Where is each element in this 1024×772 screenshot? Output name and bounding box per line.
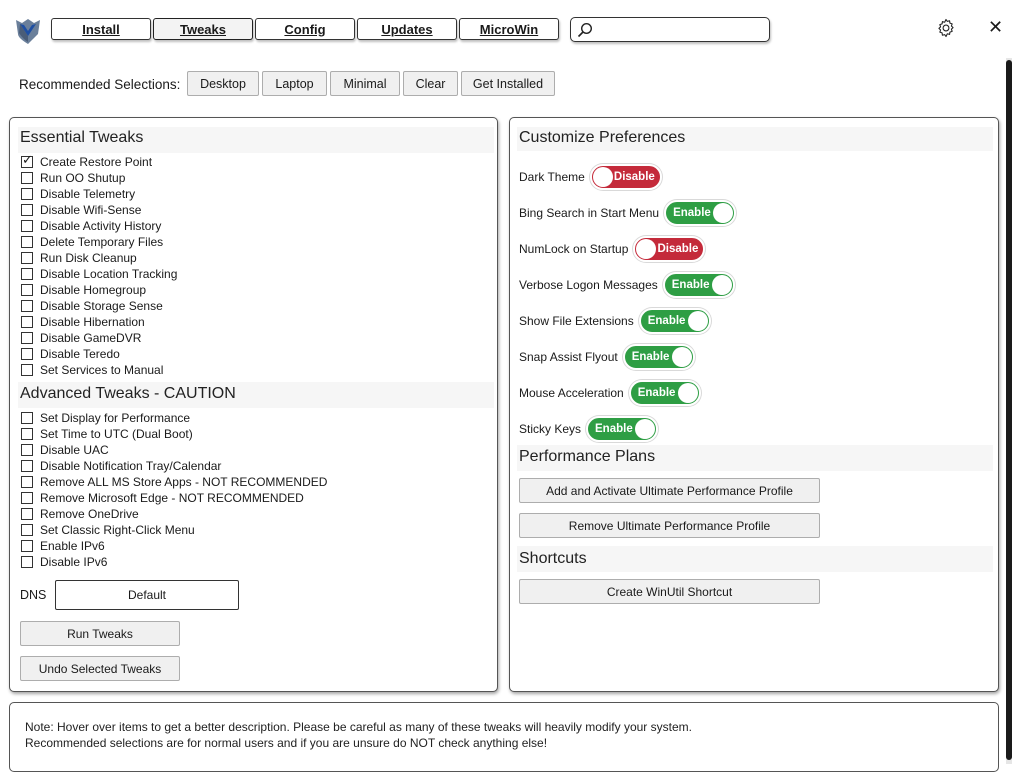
minimal-button[interactable]: Minimal bbox=[330, 71, 400, 96]
pref-row-snap-assist-flyout bbox=[519, 342, 695, 372]
checkbox[interactable] bbox=[21, 428, 33, 440]
checkbox-label: Disable Hibernation bbox=[40, 315, 145, 329]
checkbox-row-run-disk-cleanup[interactable] bbox=[21, 250, 137, 266]
checkbox-row-create-restore-point[interactable] bbox=[21, 154, 152, 170]
checkbox[interactable] bbox=[21, 524, 33, 536]
tab-install[interactable]: Install bbox=[51, 18, 151, 40]
pref-label: Sticky Keys bbox=[519, 422, 582, 436]
toggle-state: Enable bbox=[631, 351, 670, 363]
checkbox[interactable] bbox=[21, 348, 33, 360]
checkbox[interactable] bbox=[21, 492, 33, 504]
checkbox-row-remove-onedrive[interactable] bbox=[21, 506, 139, 522]
note-line-1: Note: Hover over items to get a better description. Please be careful as many of these tweaks will heavily modify your system. bbox=[25, 720, 692, 734]
clear-button[interactable]: Clear bbox=[403, 71, 458, 96]
checkbox-row-disable-uac[interactable] bbox=[21, 442, 109, 458]
checkbox-row-delete-temporary-files[interactable] bbox=[21, 234, 163, 250]
toggle-knob bbox=[713, 203, 733, 223]
get-installed-button[interactable]: Get Installed bbox=[461, 71, 555, 96]
checkbox-label: Disable IPv6 bbox=[40, 555, 108, 569]
checkbox-label: Set Time to UTC (Dual Boot) bbox=[40, 427, 193, 441]
checkbox-row-disable-ipv6[interactable] bbox=[21, 554, 107, 570]
checkbox-label: Run OO Shutup bbox=[40, 171, 126, 185]
undo-tweaks-button[interactable]: Undo Selected Tweaks bbox=[20, 656, 180, 681]
checkbox[interactable] bbox=[21, 172, 33, 184]
checkbox[interactable] bbox=[21, 284, 33, 296]
checkbox-row-enable-ipv6[interactable] bbox=[21, 538, 105, 554]
toggle-knob bbox=[636, 239, 656, 259]
toggle-knob bbox=[712, 275, 732, 295]
toggle-bing-search-in-start-menu[interactable] bbox=[664, 200, 736, 226]
scrollbar-thumb[interactable] bbox=[1006, 60, 1012, 760]
toggle-verbose-logon-messages[interactable] bbox=[663, 272, 735, 298]
customize-preferences-title: Customize Preferences bbox=[517, 127, 993, 151]
checkbox-label: Remove ALL MS Store Apps - NOT RECOMMENDED bbox=[40, 475, 328, 489]
checkbox-row-set-time-to-utc-dual-boot[interactable] bbox=[21, 426, 193, 442]
search-input[interactable] bbox=[570, 17, 770, 42]
checkbox-label: Create Restore Point bbox=[40, 155, 153, 169]
toggle-knob bbox=[635, 419, 655, 439]
checkbox[interactable] bbox=[21, 156, 33, 168]
checkbox-row-disable-teredo[interactable] bbox=[21, 346, 120, 362]
checkbox-label: Disable Wifi-Sense bbox=[40, 203, 142, 217]
create-shortcut-button[interactable]: Create WinUtil Shortcut bbox=[519, 579, 820, 604]
toggle-state: Enable bbox=[673, 207, 711, 219]
note-line-2: Recommended selections are for normal users and if you are unsure do NOT check anything else! bbox=[25, 736, 548, 750]
checkbox-label: Disable Storage Sense bbox=[40, 299, 163, 313]
checkbox[interactable] bbox=[21, 188, 33, 200]
pref-row-verbose-logon-messages bbox=[519, 270, 735, 300]
checkbox-row-disable-notification-tray-calendar[interactable] bbox=[21, 458, 221, 474]
advanced-tweaks-title: Advanced Tweaks - CAUTION bbox=[18, 382, 494, 408]
tab-microwin[interactable]: MicroWin bbox=[459, 18, 559, 40]
pref-row-show-file-extensions bbox=[519, 306, 711, 336]
checkbox[interactable] bbox=[21, 444, 33, 456]
checkbox-label: Enable IPv6 bbox=[40, 539, 105, 553]
pref-label: Show File Extensions bbox=[519, 314, 634, 328]
dns-label: DNS bbox=[20, 588, 47, 602]
checkbox-label: Disable Teredo bbox=[40, 347, 120, 361]
checkbox-row-remove-all-ms-store-apps-not-recommended[interactable] bbox=[21, 474, 327, 490]
performance-plans-title: Performance Plans bbox=[517, 445, 993, 471]
toggle-snap-assist-flyout[interactable] bbox=[623, 344, 695, 370]
checkbox[interactable] bbox=[21, 412, 33, 424]
checkbox-row-disable-activity-history[interactable] bbox=[21, 218, 161, 234]
laptop-button[interactable]: Laptop bbox=[262, 71, 327, 96]
toggle-state: Enable bbox=[595, 423, 633, 435]
pref-label: Verbose Logon Messages bbox=[519, 278, 658, 292]
checkbox[interactable] bbox=[21, 252, 33, 264]
toggle-knob bbox=[672, 347, 692, 367]
tab-updates[interactable]: Updates bbox=[357, 18, 457, 40]
toggle-state: Enable bbox=[647, 315, 686, 327]
essential-tweaks-title: Essential Tweaks bbox=[18, 127, 494, 153]
checkbox[interactable] bbox=[21, 332, 33, 344]
dns-dropdown[interactable]: Default bbox=[55, 580, 239, 610]
toggle-numlock-on-startup[interactable] bbox=[633, 236, 705, 262]
pref-label: Snap Assist Flyout bbox=[519, 350, 618, 364]
toggle-mouse-acceleration[interactable] bbox=[629, 380, 701, 406]
close-icon[interactable]: ✕ bbox=[988, 17, 1004, 38]
checkbox-label: Disable Homegroup bbox=[40, 283, 147, 297]
checkbox-label: Remove Microsoft Edge - NOT RECOMMENDED bbox=[40, 491, 304, 505]
tab-tweaks[interactable]: Tweaks bbox=[153, 18, 253, 40]
pref-label: Mouse Acceleration bbox=[519, 386, 624, 400]
checkbox[interactable] bbox=[21, 300, 33, 312]
checkbox-row-run-oo-shutup[interactable] bbox=[21, 170, 125, 186]
checkbox-label: Remove OneDrive bbox=[40, 507, 139, 521]
checkbox-label: Disable Telemetry bbox=[40, 187, 136, 201]
checkbox[interactable] bbox=[21, 508, 33, 520]
pref-label: NumLock on Startup bbox=[519, 242, 629, 256]
shield-logo-icon bbox=[14, 16, 42, 44]
toggle-show-file-extensions[interactable] bbox=[639, 308, 711, 334]
checkbox[interactable] bbox=[21, 364, 33, 376]
checkbox-row-disable-gamedvr[interactable] bbox=[21, 330, 141, 346]
remove-ultimate-performance-button[interactable]: Remove Ultimate Performance Profile bbox=[519, 513, 820, 538]
checkbox-row-remove-microsoft-edge-not-recommended[interactable] bbox=[21, 490, 304, 506]
toggle-dark-theme[interactable] bbox=[590, 164, 662, 190]
checkbox[interactable] bbox=[21, 540, 33, 552]
checkbox[interactable] bbox=[21, 220, 33, 232]
toggle-knob bbox=[593, 167, 613, 187]
checkbox-row-disable-telemetry[interactable] bbox=[21, 186, 135, 202]
pref-row-bing-search-in-start-menu bbox=[519, 198, 736, 228]
checkbox-label: Set Display for Performance bbox=[40, 411, 191, 425]
checkbox[interactable] bbox=[21, 204, 33, 216]
pref-label: Bing Search in Start Menu bbox=[519, 206, 660, 220]
checkbox-label: Disable Activity History bbox=[40, 219, 162, 233]
checkbox[interactable] bbox=[21, 236, 33, 248]
add-ultimate-performance-button[interactable]: Add and Activate Ultimate Performance Profile bbox=[519, 478, 820, 503]
checkbox-label: Run Disk Cleanup bbox=[40, 251, 137, 265]
checkbox-label: Disable Notification Tray/Calendar bbox=[40, 459, 222, 473]
recommended-label: Recommended Selections: bbox=[19, 77, 181, 92]
checkbox-row-disable-homegroup[interactable] bbox=[21, 282, 146, 298]
checkbox-label: Set Classic Right-Click Menu bbox=[40, 523, 195, 537]
checkbox[interactable] bbox=[21, 556, 33, 568]
checkbox-label: Disable Location Tracking bbox=[40, 267, 178, 281]
pref-row-numlock-on-startup bbox=[519, 234, 705, 264]
toggle-knob bbox=[688, 311, 708, 331]
checkbox[interactable] bbox=[21, 268, 33, 280]
scrollbar[interactable] bbox=[1006, 58, 1012, 764]
checkbox-row-disable-wifi-sense[interactable] bbox=[21, 202, 141, 218]
checkbox[interactable] bbox=[21, 460, 33, 472]
checkbox-label: Disable GameDVR bbox=[40, 331, 142, 345]
tab-config[interactable]: Config bbox=[255, 18, 355, 40]
checkbox-row-set-classic-right-click-menu[interactable] bbox=[21, 522, 195, 538]
checkbox-row-disable-storage-sense[interactable] bbox=[21, 298, 163, 314]
toggle-state: Enable bbox=[671, 279, 710, 291]
run-tweaks-button[interactable]: Run Tweaks bbox=[20, 621, 180, 646]
checkbox-row-set-display-for-performance[interactable] bbox=[21, 410, 190, 426]
checkbox-row-disable-location-tracking[interactable] bbox=[21, 266, 177, 282]
desktop-button[interactable]: Desktop bbox=[187, 71, 259, 96]
toggle-state: Disable bbox=[657, 243, 699, 255]
toggle-knob bbox=[678, 383, 698, 403]
checkbox[interactable] bbox=[21, 316, 33, 328]
pref-row-mouse-acceleration bbox=[519, 378, 701, 408]
pref-row-sticky-keys bbox=[519, 414, 658, 444]
toggle-state: Enable bbox=[637, 387, 676, 399]
toggle-state: Disable bbox=[613, 171, 655, 183]
checkbox[interactable] bbox=[21, 476, 33, 488]
checkbox-label: Delete Temporary Files bbox=[40, 235, 164, 249]
shortcuts-title: Shortcuts bbox=[517, 546, 993, 572]
gear-icon[interactable] bbox=[936, 18, 956, 38]
pref-row-dark-theme bbox=[519, 162, 662, 192]
checkbox-row-set-services-to-manual[interactable] bbox=[21, 362, 163, 378]
toggle-sticky-keys[interactable] bbox=[586, 416, 658, 442]
pref-label: Dark Theme bbox=[519, 170, 585, 184]
checkbox-label: Set Services to Manual bbox=[40, 363, 164, 377]
checkbox-label: Disable UAC bbox=[40, 443, 109, 457]
checkbox-row-disable-hibernation[interactable] bbox=[21, 314, 145, 330]
search-icon bbox=[577, 22, 593, 38]
